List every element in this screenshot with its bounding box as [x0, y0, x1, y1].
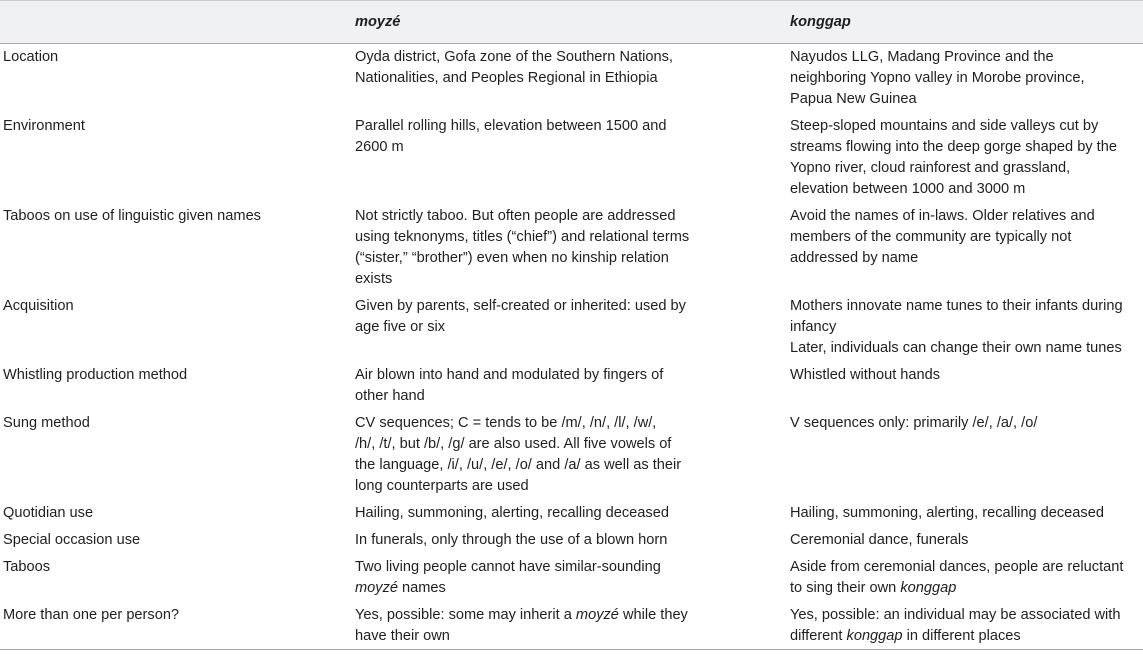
row-label: Taboos on use of linguistic given names — [3, 207, 261, 224]
row-label: More than one per person? — [0, 602, 352, 650]
konggap-text: Yes, possible: an individual may be associated with different — [790, 606, 1121, 644]
header-moyze: moyzé — [352, 1, 787, 44]
table-row — [0, 602, 1143, 650]
table-row — [0, 113, 1143, 203]
table-header-row — [0, 1, 1143, 44]
konggap-cell: Ceremonial dance, funerals — [790, 531, 969, 548]
konggap-cell: Whistled without hands — [790, 366, 941, 383]
row-label: Location — [3, 49, 59, 65]
konggap-cell — [787, 602, 1143, 650]
moyze-cell: Air blown into hand and modulated by fingers of other hand — [355, 366, 664, 404]
moyze-text: while they have their own — [355, 606, 688, 644]
konggap-cell: Avoid the names of in-laws. Older relatives and members of the community are typically not addressed by name — [790, 207, 1095, 266]
konggap-cell: V sequences only: primarily /e/, /a/, /o/ — [790, 414, 1038, 431]
moyze-cell — [352, 554, 787, 602]
moyze-term: moyzé — [575, 606, 619, 623]
row-label: Environment — [3, 117, 85, 134]
moyze-cell — [352, 602, 787, 650]
moyze-cell: In funerals, only through the use of a blown horn — [355, 531, 668, 548]
table-row — [0, 554, 1143, 602]
moyze-cell: Oyda district, Gofa zone of the Southern Nations, Nationalities, and Peoples Regional in Ethiopia — [355, 49, 673, 87]
table-row — [0, 410, 1143, 500]
konggap-cell: Nayudos LLG, Madang Province and the neighboring Yopno valley in Morobe province, Papua New Guinea — [790, 49, 1085, 108]
row-label: Acquisition — [3, 297, 74, 314]
header-attribute — [0, 1, 352, 44]
moyze-cell: Hailing, summoning, alerting, recalling deceased — [355, 504, 669, 521]
konggap-cell: Steep-sloped mountains and side valleys cut by streams flowing into the deep gorge shaped by the Yopno river, cloud rainforest and grassland, elevation between 1000 and 3000 m — [790, 117, 1117, 198]
table-row — [0, 500, 1143, 527]
row-label: Special occasion use — [3, 531, 141, 548]
moyze-text: Yes, possible: some may inherit a — [355, 606, 576, 623]
row-label: Taboos — [3, 558, 51, 575]
konggap-cell — [787, 554, 1143, 602]
row-label: Whistling production method — [3, 366, 188, 383]
table-row — [0, 293, 1143, 362]
konggap-cell: Mothers innovate name tunes to their infants during infancy Later, individuals can change their own name tunes — [790, 297, 1123, 356]
konggap-text: Aside from ceremonial dances, people are reluctant to sing their own — [790, 558, 1124, 596]
table-row — [0, 527, 1143, 554]
table-row — [0, 203, 1143, 293]
moyze-cell: Given by parents, self-created or inherited: used by age five or six — [355, 297, 686, 335]
moyze-cell: Parallel rolling hills, elevation between 1500 and 2600 m — [355, 117, 667, 155]
moyze-text: Two living people cannot have similar-sounding — [355, 558, 661, 575]
konggap-text: in different places — [902, 627, 1021, 644]
header-konggap: konggap — [787, 1, 1143, 44]
moyze-text: names — [397, 579, 446, 596]
konggap-cell: Hailing, summoning, alerting, recalling deceased — [790, 504, 1104, 521]
konggap-term: konggap — [900, 579, 957, 596]
moyze-term: moyzé — [355, 579, 398, 596]
table-row — [0, 362, 1143, 410]
row-label: Quotidian use — [3, 504, 94, 521]
moyze-cell: CV sequences; C = tends to be /m/, /n/, /l/, /w/, /h/, /t/, but /b/, /g/ are also used. All five vowels of the language, /i/, /u/, /e/, /o/ and /a/ as well as their long counterparts are used — [355, 414, 682, 495]
row-label: Sung method — [3, 414, 90, 431]
moyze-cell: Not strictly taboo. But often people are addressed using teknonyms, titles (“chief”) and relational terms (“sister,” “brother”) even when no kinship relation exists — [355, 207, 690, 288]
konggap-term: konggap — [846, 627, 903, 644]
table-row — [0, 44, 1143, 113]
